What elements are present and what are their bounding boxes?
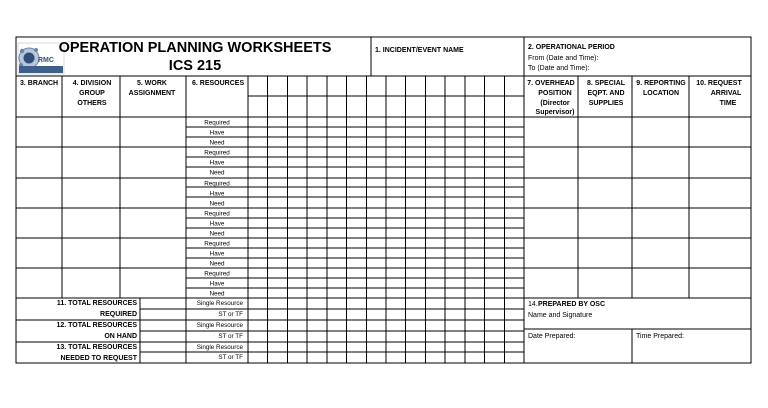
header-overhead-2: POSITION — [538, 90, 572, 97]
header-overhead-3: (Director — [540, 100, 570, 107]
row-label-required: Required — [204, 270, 230, 278]
row-label-have: Have — [209, 190, 225, 198]
header-overhead-4: Supervisor) — [535, 109, 575, 116]
incident-label: 1. INCIDENT/EVENT NAME — [375, 47, 464, 54]
header-division-1: 4. DIVISION — [72, 80, 112, 87]
total-type-single-3: Single Resource — [196, 344, 243, 351]
row-label-required: Required — [204, 180, 230, 188]
header-request-1: 10. REQUEST — [696, 80, 742, 87]
form-code: ICS 215 — [168, 58, 222, 74]
header-overhead-1: 7. OVERHEAD — [527, 80, 575, 87]
from-label: From (Date and Time): — [528, 55, 599, 62]
header-reporting-2: LOCATION — [642, 90, 680, 97]
prepared-number: 14. — [528, 301, 538, 308]
row-label-required: Required — [204, 119, 230, 127]
row-label-have: Have — [209, 129, 225, 137]
header-special-1: 8. SPECIAL — [586, 80, 626, 87]
total-type-single-2: Single Resource — [196, 322, 243, 329]
row-label-have: Have — [209, 280, 225, 288]
to-label: To (Date and Time): — [528, 65, 590, 72]
row-label-required: Required — [204, 149, 230, 157]
date-prepared-label: Date Prepared: — [528, 333, 576, 340]
total-onhand-1: 12. TOTAL RESOURCES — [56, 322, 137, 329]
header-division-3: OTHERS — [77, 100, 107, 107]
row-label-required: Required — [204, 210, 230, 218]
total-required-2: REQUIRED — [100, 311, 137, 318]
total-needed-2: NEEDED TO REQUEST — [60, 355, 137, 362]
rmc-logo — [18, 43, 64, 74]
header-resources: 6. RESOURCES — [192, 80, 245, 87]
total-required-1: 11. TOTAL RESOURCES — [56, 300, 137, 307]
row-label-need: Need — [209, 260, 225, 268]
resource-row-labels — [204, 120, 230, 298]
row-label-need: Need — [209, 139, 225, 147]
op-period-label: 2. OPERATIONAL PERIOD — [528, 44, 615, 51]
header-work-2: ASSIGNMENT — [128, 90, 176, 97]
header-special-3: SUPPLIES — [588, 100, 624, 107]
header-special-2: EQPT. AND — [587, 90, 625, 97]
header-request-2: ARRIVAL — [710, 90, 742, 97]
row-label-required: Required — [204, 240, 230, 248]
header-division-2: GROUP — [79, 90, 105, 97]
row-label-need: Need — [209, 290, 225, 298]
form-title: OPERATION PLANNING WORKSHEETS — [58, 40, 332, 56]
row-label-have: Have — [209, 250, 225, 258]
header-work-1: 5. WORK — [137, 80, 167, 87]
row-label-need: Need — [209, 200, 225, 208]
total-type-sttf-3: ST or TF — [218, 354, 243, 361]
total-type-sttf-2: ST or TF — [218, 333, 243, 340]
header-branch: 3. BRANCH — [20, 80, 59, 87]
row-label-need: Need — [209, 230, 225, 238]
logo-text: RMC — [38, 57, 54, 64]
row-label-need: Need — [209, 169, 225, 177]
total-type-single-1: Single Resource — [196, 300, 243, 307]
row-label-have: Have — [209, 220, 225, 228]
prepared-title: PREPARED BY OSC — [538, 301, 606, 308]
total-needed-1: 13. TOTAL RESOURCES — [56, 344, 137, 351]
header-request-3: TIME — [719, 100, 737, 107]
name-signature-label: Name and Signature — [528, 312, 593, 319]
header-reporting-1: 9. REPORTING — [636, 80, 686, 87]
row-label-have: Have — [209, 159, 225, 167]
total-onhand-2: ON HAND — [104, 333, 137, 340]
time-prepared-label: Time Prepared: — [636, 333, 684, 340]
total-type-sttf-1: ST or TF — [218, 311, 243, 318]
